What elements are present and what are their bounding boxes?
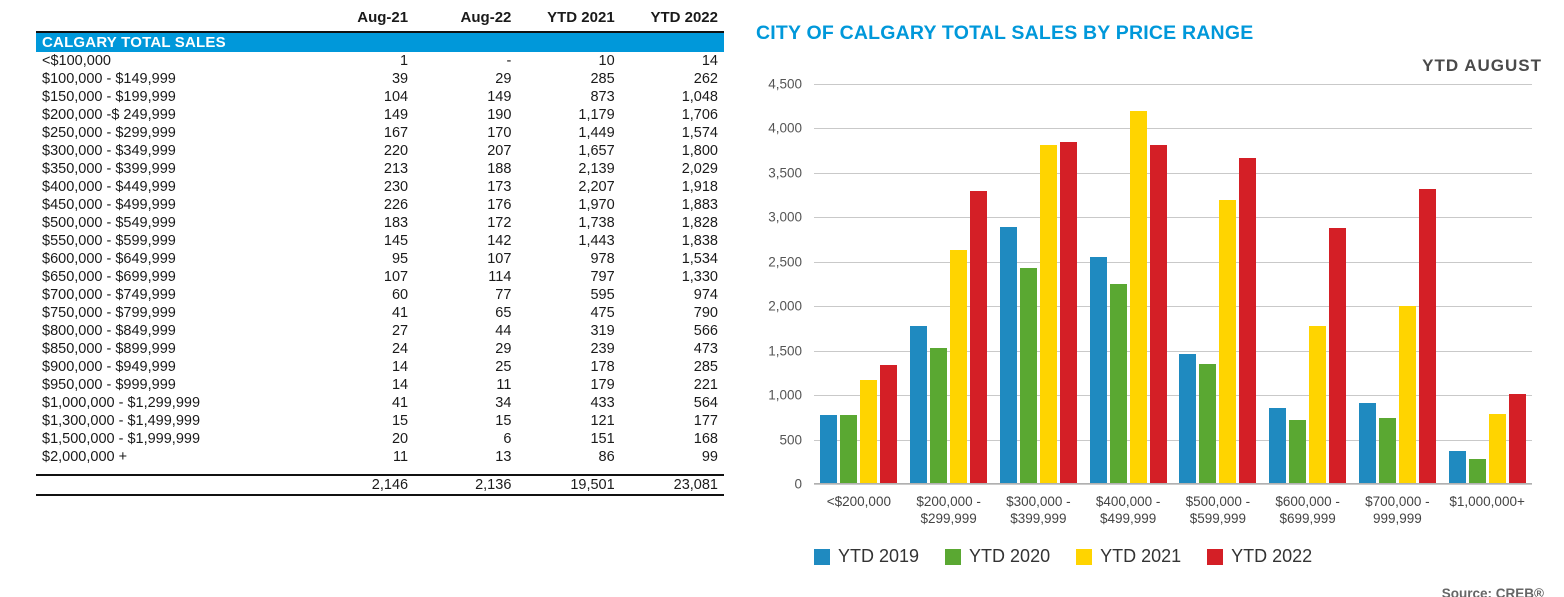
legend-item[interactable] (1076, 546, 1181, 567)
bar-group (904, 84, 994, 483)
cell-aug21: 41 (391, 305, 409, 321)
table-row (36, 232, 724, 250)
total-cell-label (36, 475, 311, 495)
bar-group (1083, 84, 1173, 483)
cell-ytd2021: 797 (590, 269, 615, 285)
cell-label: $1,300,000 - $1,499,999 (42, 413, 201, 429)
table-row (36, 88, 724, 106)
cell-aug21: 107 (383, 269, 409, 285)
table-row (36, 358, 724, 376)
y-axis-tick-label: 4,000 (768, 120, 802, 136)
y-axis-tick-label: 4,500 (768, 76, 802, 92)
cell-ytd2022: 262 (693, 71, 718, 87)
table-row (36, 142, 724, 160)
y-axis-tick-label: 2,500 (768, 254, 802, 270)
cell-aug21: 24 (391, 341, 409, 357)
cell-aug22: 207 (487, 143, 512, 159)
bar-group (1442, 84, 1532, 483)
cell-ytd2021: 121 (590, 413, 615, 429)
y-axis-tick-label: 500 (779, 432, 802, 448)
cell-aug22: 65 (495, 305, 512, 321)
cell-ytd2021: 285 (590, 71, 615, 87)
legend-swatch-icon (814, 549, 830, 565)
bars-container (814, 84, 1532, 484)
cell-aug21: 41 (391, 395, 409, 411)
bar (880, 365, 897, 483)
cell-aug22: 107 (487, 251, 512, 267)
bar-group (1173, 84, 1263, 483)
cell-ytd2021: 1,449 (578, 125, 615, 141)
cell-aug21: 167 (383, 125, 409, 141)
x-axis-tick-label (1442, 494, 1532, 511)
cell-aug21: 1 (400, 53, 409, 69)
table-row (36, 448, 724, 466)
legend-item[interactable] (814, 546, 919, 567)
calgary-total-sales-table (36, 8, 724, 496)
cell-aug21: 145 (383, 233, 409, 249)
x-axis-tick-label (1263, 494, 1353, 528)
x-label-line: <$200,000 (826, 494, 891, 509)
total-cell-aug22: 2,136 (414, 475, 517, 495)
cell-ytd2022: 473 (693, 341, 718, 357)
y-axis-tick-label: 1,500 (768, 343, 802, 359)
cell-label: $300,000 - $349,999 (42, 143, 176, 159)
bar (950, 250, 967, 483)
bar (1309, 326, 1326, 483)
cell-label: $900,000 - $949,999 (42, 359, 176, 375)
cell-ytd2021: 179 (590, 377, 615, 393)
table-row (36, 160, 724, 178)
table-section-header-row (36, 32, 724, 52)
bar (1399, 306, 1416, 483)
cell-ytd2022: 1,800 (681, 143, 718, 159)
cell-aug22: 176 (487, 197, 512, 213)
cell-aug22: 11 (496, 377, 512, 393)
table-row (36, 286, 724, 304)
column-header-ytd2021: YTD 2021 (517, 8, 620, 32)
plot-area (752, 76, 1552, 597)
x-label-line: $1,000,000+ (1449, 494, 1525, 509)
cell-aug21: 220 (383, 143, 409, 159)
cell-aug22: - (506, 53, 512, 69)
cell-aug22: 25 (495, 359, 512, 375)
bar (1219, 200, 1236, 483)
legend-swatch-icon (1076, 549, 1092, 565)
cell-aug21: 226 (383, 197, 409, 213)
x-label-line: $700,000 - (1365, 494, 1430, 509)
cell-ytd2021: 178 (590, 359, 615, 375)
cell-aug21: 183 (383, 215, 409, 231)
cell-aug22: 190 (487, 107, 512, 123)
cell-aug22: 77 (495, 287, 512, 303)
cell-label: <$100,000 (42, 53, 111, 69)
cell-ytd2022: 168 (693, 431, 718, 447)
cell-label: $500,000 - $549,999 (42, 215, 176, 231)
cell-aug21: 14 (391, 377, 409, 393)
y-axis-tick-label: 3,000 (768, 209, 802, 225)
column-header-aug21: Aug-21 (311, 8, 414, 32)
chart-legend (814, 546, 1312, 567)
cell-aug21: 213 (383, 161, 409, 177)
x-label-line: $400,000 - (1095, 494, 1161, 509)
bar (1130, 111, 1147, 483)
y-axis-tick-label: 2,000 (768, 298, 802, 314)
cell-ytd2021: 319 (590, 323, 615, 339)
legend-swatch-icon (945, 549, 961, 565)
cell-label: $400,000 - $449,999 (42, 179, 176, 195)
total-cell-ytd2021: 19,501 (517, 475, 620, 495)
cell-ytd2022: 974 (693, 287, 718, 303)
table-row (36, 52, 724, 70)
table-row (36, 376, 724, 394)
cell-ytd2021: 2,207 (578, 179, 615, 195)
table-row (36, 304, 724, 322)
x-axis-tick-label (1353, 494, 1443, 528)
bar (970, 191, 987, 483)
cell-ytd2022: 1,534 (681, 251, 718, 267)
table-row (36, 106, 724, 124)
bar-group (814, 84, 904, 483)
bar-group (1263, 84, 1353, 483)
cell-ytd2021: 1,657 (578, 143, 615, 159)
cell-ytd2021: 239 (590, 341, 615, 357)
table-header-row (36, 8, 724, 32)
table-row (36, 214, 724, 232)
column-header-aug22: Aug-22 (414, 8, 517, 32)
cell-aug22: 149 (487, 89, 512, 105)
bar (1090, 257, 1107, 483)
bar (1419, 189, 1436, 483)
cell-aug22: 29 (495, 341, 512, 357)
x-label-line: $200,000 - (916, 494, 981, 509)
cell-aug21: 39 (391, 71, 409, 87)
x-axis-tick-label (994, 494, 1084, 528)
cell-aug21: 104 (383, 89, 409, 105)
cell-aug21: 15 (391, 413, 409, 429)
cell-ytd2022: 1,828 (681, 215, 718, 231)
cell-aug21: 95 (391, 251, 409, 267)
x-axis-tick-label (814, 494, 904, 511)
legend-label: YTD 2019 (838, 546, 920, 566)
cell-aug22: 114 (488, 269, 512, 285)
x-label-line: $600,000 - (1275, 494, 1340, 509)
x-label-line: $299,999 (920, 510, 977, 526)
cell-ytd2022: 14 (701, 53, 718, 69)
cell-ytd2021: 151 (590, 431, 615, 447)
legend-item[interactable] (945, 546, 1050, 567)
bar (1040, 145, 1057, 483)
bar (1199, 364, 1216, 483)
bar (910, 326, 927, 483)
total-cell-aug21: 2,146 (311, 475, 414, 495)
spacer-cell (36, 466, 724, 475)
cell-ytd2022: 177 (693, 413, 718, 429)
cell-label: $550,000 - $599,999 (42, 233, 176, 249)
bar (840, 415, 857, 483)
cell-aug22: 44 (495, 323, 512, 339)
x-axis-tick-label (1173, 494, 1263, 528)
bar (1020, 268, 1037, 483)
cell-ytd2021: 86 (598, 449, 615, 465)
y-axis-tick-label: 3,500 (768, 165, 802, 181)
cell-ytd2022: 1,330 (681, 269, 718, 285)
cell-aug22: 173 (487, 179, 512, 195)
cell-ytd2022: 790 (693, 305, 718, 321)
cell-ytd2022: 1,883 (681, 197, 718, 213)
x-axis-tick-label (1083, 494, 1173, 528)
bar (1000, 227, 1017, 483)
cell-ytd2022: 564 (693, 395, 718, 411)
cell-label: $150,000 - $199,999 (42, 89, 176, 105)
bar (1060, 142, 1077, 483)
x-label-line: 999,999 (1372, 510, 1422, 526)
cell-aug21: 149 (383, 107, 409, 123)
total-cell-ytd2022: 23,081 (621, 475, 724, 495)
bar (1359, 403, 1376, 483)
bar-group (1353, 84, 1443, 483)
table-total-row (36, 475, 724, 495)
chart-subtitle: YTD AUGUST (1422, 56, 1542, 75)
cell-label: $250,000 - $299,999 (42, 125, 176, 141)
cell-label: $1,500,000 - $1,999,999 (42, 431, 201, 447)
bar (1239, 158, 1256, 483)
table-row (36, 70, 724, 88)
cell-ytd2021: 1,970 (578, 197, 615, 213)
y-axis-tick-label: 1,000 (768, 387, 802, 403)
chart-title: CITY OF CALGARY TOTAL SALES BY PRICE RANGE (756, 22, 1254, 44)
chart-source: Source: CREB® (1441, 586, 1544, 597)
bar (820, 415, 837, 483)
legend-item[interactable] (1207, 546, 1312, 567)
cell-label: $350,000 - $399,999 (42, 161, 176, 177)
cell-label: $750,000 - $799,999 (42, 305, 176, 321)
cell-aug22: 142 (487, 233, 512, 249)
x-axis-tick-label (904, 494, 994, 528)
bar (930, 348, 947, 483)
cell-ytd2022: 99 (701, 449, 718, 465)
table-row (36, 322, 724, 340)
cell-label: $200,000 -$ 249,999 (42, 107, 176, 123)
bar (1179, 354, 1196, 483)
x-label-line: $399,999 (1010, 510, 1067, 526)
cell-ytd2021: 978 (590, 251, 615, 267)
cell-label: $700,000 - $749,999 (42, 287, 176, 303)
bar (1509, 394, 1526, 483)
cell-aug22: 15 (495, 413, 512, 429)
cell-ytd2021: 433 (590, 395, 615, 411)
table-row (36, 250, 724, 268)
chart-panel (752, 14, 1552, 597)
cell-label: $600,000 - $649,999 (42, 251, 176, 267)
bar (1289, 420, 1306, 483)
cell-ytd2021: 873 (590, 89, 615, 105)
cell-aug22: 188 (487, 161, 512, 177)
bar (1329, 228, 1346, 483)
column-header-price-range (36, 8, 311, 32)
cell-ytd2022: 1,048 (681, 89, 718, 105)
cell-ytd2022: 221 (693, 377, 718, 393)
cell-aug22: 29 (495, 71, 512, 87)
cell-ytd2022: 1,918 (681, 179, 718, 195)
cell-ytd2022: 566 (693, 323, 718, 339)
table-row (36, 124, 724, 142)
cell-label: $950,000 - $999,999 (42, 377, 176, 393)
column-header-ytd2022: YTD 2022 (621, 8, 724, 32)
y-axis (752, 76, 808, 492)
cell-aug22: 170 (487, 125, 512, 141)
table-row (36, 268, 724, 286)
x-label-line: $699,999 (1279, 510, 1336, 526)
legend-label: YTD 2020 (969, 546, 1051, 566)
cell-aug22: 13 (495, 449, 512, 465)
cell-ytd2021: 1,738 (578, 215, 615, 231)
table-row (36, 394, 724, 412)
table-row (36, 196, 724, 214)
legend-label: YTD 2022 (1231, 546, 1313, 566)
table-body (36, 32, 724, 495)
cell-ytd2021: 1,179 (578, 107, 615, 123)
bar (860, 380, 877, 483)
cell-ytd2021: 2,139 (578, 161, 615, 177)
cell-ytd2021: 1,443 (578, 233, 615, 249)
table-row (36, 178, 724, 196)
y-axis-tick-label: 0 (794, 476, 802, 492)
cell-aug22: 6 (503, 431, 512, 447)
cell-aug21: 11 (393, 449, 409, 465)
cell-label: $100,000 - $149,999 (42, 71, 176, 87)
x-label-line: $599,999 (1189, 510, 1247, 526)
gridline (814, 484, 1532, 485)
x-label-line: $500,000 - (1185, 494, 1251, 509)
cell-ytd2022: 2,029 (681, 161, 718, 177)
legend-swatch-icon (1207, 549, 1223, 565)
x-label-line: $300,000 - (1006, 494, 1071, 509)
bar (1379, 418, 1396, 483)
cell-ytd2022: 1,838 (681, 233, 718, 249)
section-header-label: CALGARY TOTAL SALES (36, 32, 724, 52)
table-spacer-row (36, 466, 724, 475)
cell-label: $450,000 - $499,999 (42, 197, 176, 213)
bar (1150, 145, 1167, 483)
cell-ytd2021: 595 (590, 287, 615, 303)
cell-aug22: 172 (487, 215, 512, 231)
table-row (36, 430, 724, 448)
cell-ytd2022: 285 (693, 359, 718, 375)
bar-group (994, 84, 1084, 483)
table-row (36, 412, 724, 430)
cell-ytd2022: 1,706 (681, 107, 718, 123)
table-row (36, 340, 724, 358)
bar (1449, 451, 1466, 483)
cell-label: $650,000 - $699,999 (42, 269, 176, 285)
cell-aug21: 27 (391, 323, 409, 339)
cell-aug21: 60 (391, 287, 409, 303)
cell-label: $1,000,000 - $1,299,999 (42, 395, 201, 411)
cell-label: $800,000 - $849,999 (42, 323, 176, 339)
cell-aug21: 14 (391, 359, 409, 375)
x-axis-labels (814, 488, 1532, 534)
legend-label: YTD 2021 (1100, 546, 1182, 566)
cell-label: $850,000 - $899,999 (42, 341, 176, 357)
cell-ytd2022: 1,574 (681, 125, 718, 141)
cell-aug21: 20 (391, 431, 409, 447)
x-label-line: $499,999 (1099, 510, 1157, 526)
cell-label: $2,000,000 + (42, 449, 128, 465)
bar (1269, 408, 1286, 483)
bar (1489, 414, 1506, 483)
bar (1469, 459, 1486, 483)
cell-aug22: 34 (495, 395, 512, 411)
bar (1110, 284, 1127, 483)
cell-ytd2021: 475 (590, 305, 615, 321)
sales-table-panel (36, 8, 724, 496)
cell-aug21: 230 (383, 179, 409, 195)
cell-ytd2021: 10 (598, 53, 615, 69)
